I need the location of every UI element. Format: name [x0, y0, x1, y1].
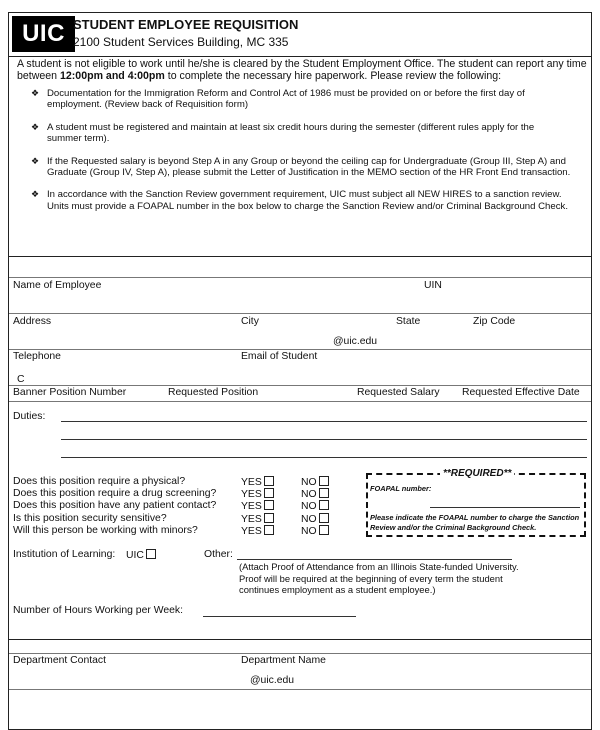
requested-position-label: Requested Position	[168, 387, 259, 398]
requirement-item	[31, 122, 571, 145]
uic-option-label: UIC	[126, 550, 144, 561]
student-email-suffix: @uic.edu	[333, 336, 378, 347]
city-label: City	[241, 316, 259, 327]
yes-label: YES	[241, 526, 262, 537]
bullet-icon: ❖	[31, 88, 40, 98]
no-option	[301, 476, 329, 488]
yes-label: YES	[241, 501, 262, 512]
requirement-item	[31, 156, 571, 179]
yes-label: YES	[241, 489, 262, 500]
question-patient-contact: Does this position have any patient contact?	[13, 500, 217, 511]
duties-label: Duties:	[13, 411, 46, 422]
requested-salary-label: Requested Salary	[357, 387, 440, 398]
form-header	[9, 13, 591, 57]
c-mark: C	[17, 374, 25, 385]
no-label: NO	[301, 514, 317, 525]
form-address: 2100 Student Services Building, MC 335	[73, 35, 289, 49]
no-option	[301, 500, 329, 512]
foapal-number-input[interactable]	[430, 507, 580, 508]
requirement-text: In accordance with the Sanction Review government requirement, UIC must subject all NEW HIRES to a sanction review. Units must provide a FOAPAL number in the box below to charge the Sanction Review and/or Criminal Background Check.	[47, 189, 568, 212]
intro-hours: 12:00pm and 4:00pm	[60, 70, 165, 82]
requirement-text: A student must be registered and maintain at least six credit hours during the semester (different rules apply for the summer term).	[47, 121, 535, 145]
no-checkbox[interactable]	[319, 488, 329, 498]
no-checkbox[interactable]	[319, 476, 329, 486]
department-contact-label: Department Contact	[13, 655, 106, 666]
other-institution-input[interactable]	[237, 559, 512, 560]
field-line	[9, 653, 591, 654]
duties-line[interactable]	[61, 457, 587, 458]
bullet-icon: ❖	[31, 121, 40, 132]
institution-label: Institution of Learning:	[13, 549, 116, 560]
yes-option	[241, 525, 274, 537]
requirement-text: Documentation for the Immigration Reform and Control Act of 1986 must be provided on or before the first day of employment. (Review back of Requisition form)	[47, 88, 525, 111]
uin-label: UIN	[424, 280, 442, 291]
yes-checkbox[interactable]	[264, 513, 274, 523]
required-title: **REQUIRED**	[440, 468, 514, 479]
requisition-form	[8, 12, 592, 730]
no-checkbox[interactable]	[319, 500, 329, 510]
yes-option	[241, 513, 274, 525]
hours-per-week-input[interactable]	[203, 616, 356, 617]
uic-logo: UIC	[12, 16, 75, 52]
field-line	[9, 385, 591, 386]
foapal-number-label: FOAPAL number:	[370, 484, 432, 493]
department-name-label: Department Name	[241, 655, 326, 666]
intro-paragraph	[17, 58, 587, 82]
requirement-item	[31, 189, 571, 212]
attendance-proof-note: (Attach Proof of Attendance from an Illinois State-funded University. Proof will be required at the beginning of every term the student continues employment as a student employee.)	[239, 561, 519, 595]
foapal-note-line1: Please indicate the FOAPAL number to charge the Sanction	[370, 513, 580, 522]
question-drug-screening: Does this position require a drug screening?	[13, 488, 217, 499]
question-minors: Will this person be working with minors?	[13, 525, 198, 536]
yes-option	[241, 488, 274, 500]
section-divider	[9, 256, 591, 257]
no-label: NO	[301, 489, 317, 500]
name-of-employee-label: Name of Employee	[13, 280, 102, 291]
foapal-note-line2: Review and/or the Criminal Background Check.	[370, 523, 537, 532]
email-of-student-label: Email of Student	[241, 351, 318, 362]
other-label: Other:	[204, 549, 233, 560]
no-label: NO	[301, 501, 317, 512]
bullet-icon: ❖	[31, 189, 40, 200]
no-label: NO	[301, 526, 317, 537]
no-checkbox[interactable]	[319, 513, 329, 523]
field-line	[9, 313, 591, 314]
yes-checkbox[interactable]	[264, 476, 274, 486]
address-label: Address	[13, 316, 52, 327]
requirements-list	[31, 88, 571, 223]
no-option	[301, 525, 329, 537]
yes-option	[241, 476, 274, 488]
field-line	[9, 401, 591, 402]
department-email-suffix: @uic.edu	[250, 675, 295, 686]
yes-label: YES	[241, 514, 262, 525]
requested-effective-date-label: Requested Effective Date	[462, 387, 580, 398]
requirement-item	[31, 88, 571, 111]
foapal-required-box	[366, 468, 586, 537]
yes-checkbox[interactable]	[264, 500, 274, 510]
bullet-icon: ❖	[31, 155, 40, 166]
yes-label: YES	[241, 477, 262, 488]
no-checkbox[interactable]	[319, 525, 329, 535]
uic-option	[126, 549, 156, 561]
no-label: NO	[301, 477, 317, 488]
yes-option	[241, 500, 274, 512]
banner-position-number-label: Banner Position Number	[13, 387, 127, 398]
yes-checkbox[interactable]	[264, 525, 274, 535]
field-line	[9, 349, 591, 350]
yes-checkbox[interactable]	[264, 488, 274, 498]
no-option	[301, 488, 329, 500]
intro-text-after: to complete the necessary hire paperwork. Please review the following:	[164, 70, 502, 82]
field-line	[9, 277, 591, 278]
telephone-label: Telephone	[13, 351, 61, 362]
question-physical: Does this position require a physical?	[13, 476, 186, 487]
duties-line[interactable]	[61, 439, 587, 440]
uic-checkbox[interactable]	[146, 549, 156, 559]
form-title: STUDENT EMPLOYEE REQUISITION	[73, 17, 299, 32]
section-divider	[9, 639, 591, 640]
intro-text-before: A student is not eligible to work until he/she is cleared by the Student Employment Office. The student can report any time between	[17, 58, 587, 82]
requirement-text: If the Requested salary is beyond Step A in any Group or beyond the ceiling cap for Undergraduate (Group III, Step A) and Graduate (Group IV, Step A), please submit the Letter of Justification in the MEMO section of the HR Front End transaction.	[47, 155, 571, 179]
field-line	[9, 689, 591, 690]
question-security-sensitive: Is this position security sensitive?	[13, 513, 167, 524]
no-option	[301, 513, 329, 525]
hours-per-week-label: Number of Hours Working per Week:	[13, 605, 183, 616]
state-label: State	[396, 316, 421, 327]
zip-code-label: Zip Code	[473, 316, 516, 327]
duties-line[interactable]	[61, 421, 587, 422]
